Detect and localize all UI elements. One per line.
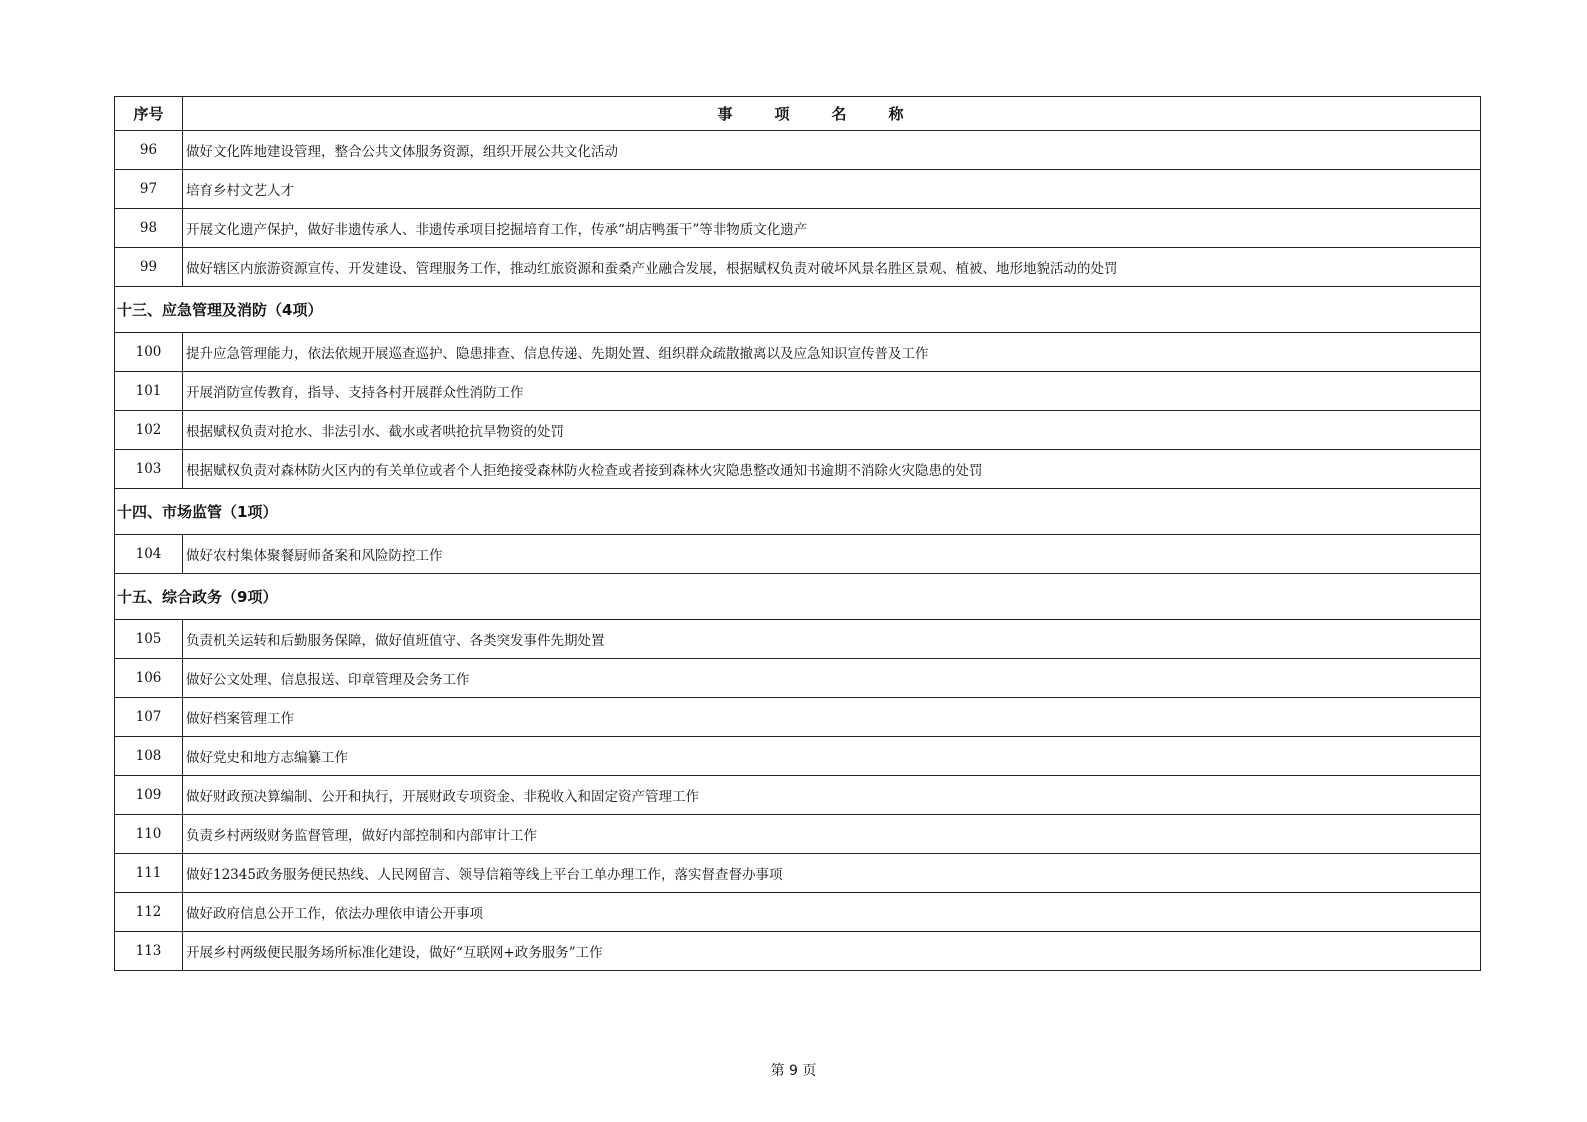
table-row — [115, 659, 1481, 698]
item-name: 做好档案管理工作 — [183, 698, 1481, 737]
item-name: 培育乡村文艺人才 — [183, 170, 1481, 209]
serial-number: 110 — [115, 815, 183, 854]
item-name: 根据赋权负责对抢水、非法引水、截水或者哄抢抗旱物资的处罚 — [183, 411, 1481, 450]
section-heading: 十三、应急管理及消防（4项） — [115, 287, 1481, 333]
serial-number: 98 — [115, 209, 183, 248]
table-row — [115, 854, 1481, 893]
serial-number: 109 — [115, 776, 183, 815]
serial-number: 112 — [115, 893, 183, 932]
item-name: 开展文化遗产保护，做好非遗传承人、非遗传承项目挖掘培育工作，传承“胡店鸭蛋干”等非物质文化遗产 — [183, 209, 1481, 248]
table-row — [115, 333, 1481, 372]
item-name: 做好政府信息公开工作，依法办理依申请公开事项 — [183, 893, 1481, 932]
header-item-name: 事项名称 — [183, 97, 1481, 131]
serial-number: 102 — [115, 411, 183, 450]
item-name: 做好辖区内旅游资源宣传、开发建设、管理服务工作，推动红旅资源和蚕桑产业融合发展，根据赋权负责对破坏风景名胜区景观、植被、地形地貌活动的处罚 — [183, 248, 1481, 287]
table-row — [115, 131, 1481, 170]
item-name: 做好农村集体聚餐厨师备案和风险防控工作 — [183, 535, 1481, 574]
item-name: 做好12345政务服务便民热线、人民网留言、领导信箱等线上平台工单办理工作，落实督查督办事项 — [183, 854, 1481, 893]
serial-number: 101 — [115, 372, 183, 411]
table-row — [115, 535, 1481, 574]
section-heading-row — [115, 574, 1481, 620]
serial-number: 106 — [115, 659, 183, 698]
serial-number: 97 — [115, 170, 183, 209]
page-number: 第 9 页 — [770, 1063, 817, 1079]
table-row — [115, 776, 1481, 815]
item-name: 根据赋权负责对森林防火区内的有关单位或者个人拒绝接受森林防火检查或者接到森林火灾隐患整改通知书逾期不消除火灾隐患的处罚 — [183, 450, 1481, 489]
item-name: 做好党史和地方志编纂工作 — [183, 737, 1481, 776]
item-name: 提升应急管理能力，依法依规开展巡查巡护、隐患排查、信息传递、先期处置、组织群众疏散撤离以及应急知识宣传普及工作 — [183, 333, 1481, 372]
section-heading-row — [115, 287, 1481, 333]
table-row — [115, 170, 1481, 209]
table-row — [115, 815, 1481, 854]
serial-number: 111 — [115, 854, 183, 893]
serial-number: 103 — [115, 450, 183, 489]
table-row — [115, 248, 1481, 287]
section-heading-row — [115, 489, 1481, 535]
serial-number: 108 — [115, 737, 183, 776]
header-serial-number: 序号 — [115, 97, 183, 131]
table-row — [115, 411, 1481, 450]
serial-number: 113 — [115, 932, 183, 971]
serial-number: 99 — [115, 248, 183, 287]
table-row — [115, 698, 1481, 737]
item-name: 开展消防宣传教育，指导、支持各村开展群众性消防工作 — [183, 372, 1481, 411]
serial-number: 96 — [115, 131, 183, 170]
table-row — [115, 450, 1481, 489]
table-row — [115, 932, 1481, 971]
section-heading: 十五、综合政务（9项） — [115, 574, 1481, 620]
item-name: 开展乡村两级便民服务场所标准化建设，做好“互联网+政务服务”工作 — [183, 932, 1481, 971]
item-name: 做好公文处理、信息报送、印章管理及会务工作 — [183, 659, 1481, 698]
table-row — [115, 372, 1481, 411]
table-header-row — [115, 97, 1481, 131]
table-row — [115, 737, 1481, 776]
serial-number: 104 — [115, 535, 183, 574]
serial-number: 100 — [115, 333, 183, 372]
item-name: 做好文化阵地建设管理，整合公共文体服务资源，组织开展公共文化活动 — [183, 131, 1481, 170]
serial-number: 105 — [115, 620, 183, 659]
table-row — [115, 893, 1481, 932]
table-row — [115, 209, 1481, 248]
section-heading: 十四、市场监管（1项） — [115, 489, 1481, 535]
item-name: 做好财政预决算编制、公开和执行，开展财政专项资金、非税收入和固定资产管理工作 — [183, 776, 1481, 815]
serial-number: 107 — [115, 698, 183, 737]
item-name: 负责机关运转和后勤服务保障，做好值班值守、各类突发事件先期处置 — [183, 620, 1481, 659]
table-body — [115, 131, 1481, 971]
item-name: 负责乡村两级财务监督管理，做好内部控制和内部审计工作 — [183, 815, 1481, 854]
items-table — [114, 96, 1481, 971]
table-row — [115, 620, 1481, 659]
